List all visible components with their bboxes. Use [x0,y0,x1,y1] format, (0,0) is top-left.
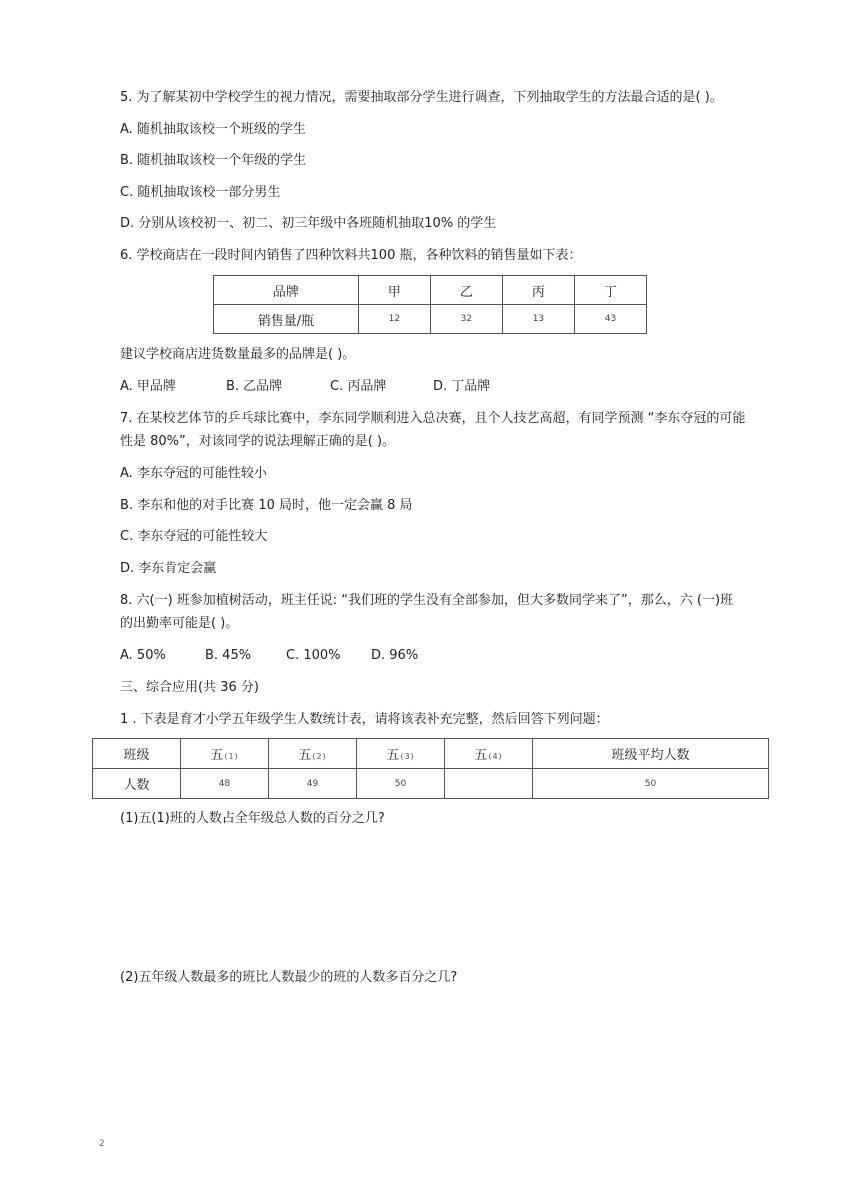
q8-option-c: C. 100% [286,648,341,663]
q8-option-a: A. 50% [120,648,166,663]
q7-option-b: B. 李东和他的对手比赛 10 局时，他一定会赢 8 局 [120,498,413,513]
q7-option-c: C. 李东夺冠的可能性较大 [120,529,268,544]
table-cell: 12 [358,305,430,334]
q6-options [120,378,490,396]
table-header-cell: 班级平均人数 [533,739,769,769]
q7-stem-line-2: 性是 80%”，对该同学的说法理解正确的是( )。 [120,434,396,449]
class-number: (4) [488,752,503,761]
class-number: (2) [312,752,327,761]
q6-question: 建议学校商店进货数量最多的品牌是( )。 [120,347,356,362]
q5-option-b: B. 随机抽取该校一个年级的学生 [120,153,307,168]
q7-option-d: D. 李东肯定会赢 [120,561,217,576]
q6-option-a: A. 甲品牌 [120,379,176,394]
class-number: (3) [400,752,415,761]
q5-option-c: C. 随机抽取该校一部分男生 [120,185,281,200]
app1-stem: 1 . 下表是育才小学五年级学生人数统计表，请将该表补充完整，然后回答下列问题： [120,712,609,727]
q5-stem: 5. 为了解某初中学校学生的视力情况，需要抽取部分学生进行调查，下列抽取学生的方法最合适的是( )。 [120,90,723,105]
table-header-row [93,739,769,769]
page-number: 2 [99,1139,105,1149]
q5-option-d: D. 分别从该校初一、初二、初三年级中各班随机抽取10% 的学生 [120,216,497,231]
table-cell: 13 [502,305,574,334]
q8-option-d: D. 96% [371,648,419,663]
class-size-table [92,738,769,799]
table-header-row [214,276,647,305]
table-row [214,305,647,334]
section-title: 三、综合应用(共 36 分) [120,680,259,695]
q6-option-b: B. 乙品牌 [226,379,283,394]
table-cell: 43 [574,305,646,334]
table-header-cell: 甲 [358,276,430,305]
table-cell: 销售量/瓶 [214,305,359,334]
app1-sub-question-2: (2)五年级人数最多的班比人数最少的班的人数多百分之几? [120,970,458,985]
table-header-cell: 丁 [574,276,646,305]
q6-sales-table [213,275,647,334]
table-header-cell: 班级 [93,739,181,769]
q6-option-c: C. 丙品牌 [330,379,387,394]
table-header-cell: 五(4) [445,739,533,769]
table-row [93,769,769,799]
table-header-cell: 乙 [430,276,502,305]
app1-sub-question-1: (1)五(1)班的人数占全年级总人数的百分之几? [120,811,385,826]
class-number: (1) [224,752,239,761]
q7-option-a: A. 李东夺冠的可能性较小 [120,466,267,481]
q5-option-a: A. 随机抽取该校一个班级的学生 [120,122,306,137]
table-cell: 48 [181,769,269,799]
table-cell: 50 [533,769,769,799]
q7-stem-line-1: 7. 在某校艺体节的乒乓球比赛中，李东同学顺利进入总决赛，且个人技艺高超，有同学预测 “李东夺冠的可能 [120,411,746,426]
table-cell: 49 [269,769,357,799]
table-header-cell: 五(1) [181,739,269,769]
table-header-cell: 五(3) [357,739,445,769]
q8-stem-line-2: 的出勤率可能是( )。 [120,616,239,631]
table-header-cell: 丙 [502,276,574,305]
q6-option-d: D. 丁品牌 [433,379,491,394]
table-cell: 32 [430,305,502,334]
table-header-cell: 品牌 [214,276,359,305]
table-cell: 人数 [93,769,181,799]
table-header-cell: 五(2) [269,739,357,769]
q6-stem: 6. 学校商店在一段时间内销售了四种饮料共100 瓶，各种饮料的销售量如下表： [120,248,582,263]
q8-option-b: B. 45% [205,648,252,663]
table-cell: 50 [357,769,445,799]
q8-options [120,647,418,665]
q8-stem-line-1: 8. 六(一) 班参加植树活动，班主任说: “我们班的学生没有全部参加，但大多数同学来了”，那么，六 (一)班 [120,593,734,608]
blank-answer-cell [445,769,533,799]
